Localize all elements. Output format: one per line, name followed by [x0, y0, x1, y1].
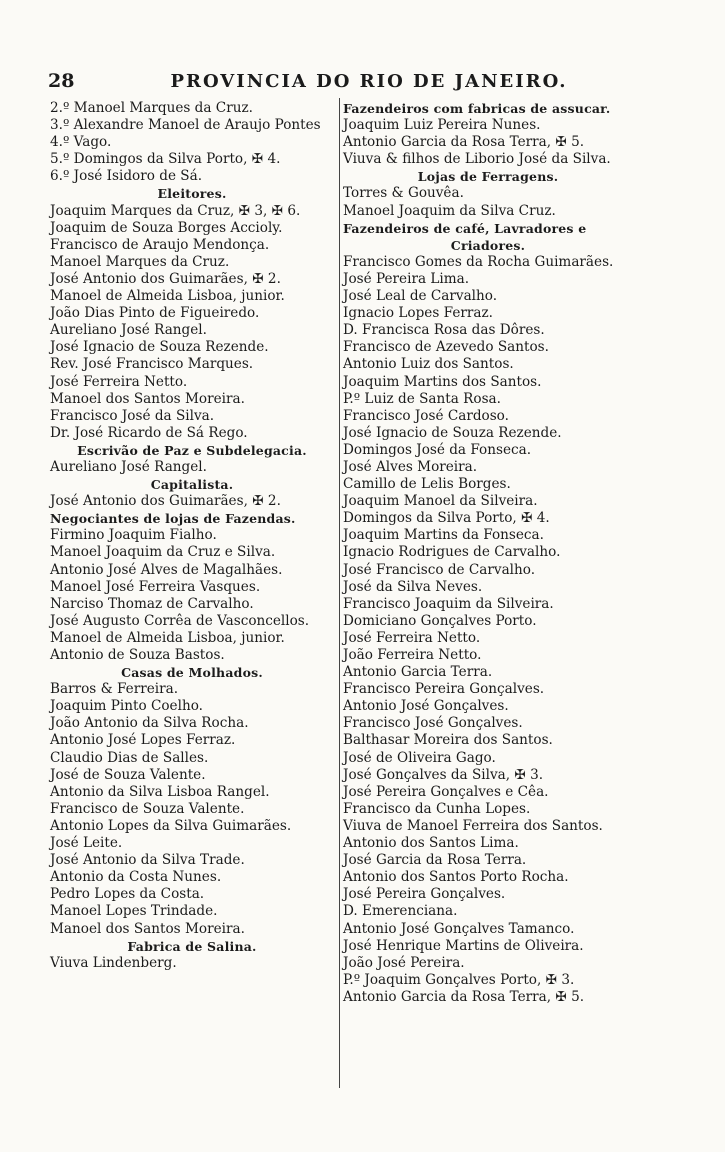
left-column — [50, 100, 334, 972]
list-item: Narciso Thomaz de Carvalho. — [50, 595, 254, 612]
list-item: Francisco Joaquim da Silveira. — [343, 595, 554, 612]
list-item: João Ferreira Netto. — [343, 647, 482, 663]
list-item: Joaquim Martins da Fonseca. — [343, 527, 544, 544]
right-column — [343, 100, 633, 1006]
list-item: Francisco Gomes da Rocha Guimarães. — [343, 253, 614, 270]
list-item: Antonio Lopes da Silva Guimarães. — [50, 817, 292, 834]
list-item: José Pereira Lima. — [343, 270, 470, 287]
list-item: Manoel José Ferreira Vasques. — [50, 578, 261, 595]
list-item: Antonio da Silva Lisboa Rangel. — [50, 783, 270, 800]
list-item: Balthasar Moreira dos Santos. — [343, 732, 553, 749]
list-item: Joaquim Manoel da Silveira. — [343, 493, 538, 510]
list-item: João José Pereira. — [343, 954, 465, 971]
list-item: D. Emerenciana. — [343, 903, 458, 920]
list-item: Francisco Pereira Gonçalves. — [343, 681, 545, 698]
list-item: 5.º Domingos da Silva Porto, ✠ 4. — [50, 151, 281, 168]
list-item: João Antonio da Silva Rocha. — [50, 715, 249, 732]
list-item: Joaquim Martins dos Santos. — [343, 373, 542, 390]
section-heading-cafe: Fazendeiros de café, Lavradores e — [343, 220, 587, 236]
list-item: 6.º José Isidoro de Sá. — [50, 168, 203, 185]
list-item: José Gonçalves da Silva, ✠ 3. — [343, 766, 544, 783]
list-item: José Antonio dos Guimarães, ✠ 2. — [50, 493, 281, 510]
list-item: José Leal de Carvalho. — [343, 288, 498, 305]
list-item: Firmino Joaquim Fialho. — [50, 527, 217, 544]
list-item: Antonio Garcia da Rosa Terra, ✠ 5. — [343, 134, 585, 151]
list-item: Antonio Garcia Terra. — [343, 664, 493, 681]
list-item: José Augusto Corrêa de Vasconcellos. — [50, 612, 310, 629]
list-item: Manoel Lopes Trindade. — [50, 903, 218, 920]
list-item: Viuva Lindenberg. — [50, 954, 177, 971]
list-item: Dr. José Ricardo de Sá Rego. — [50, 424, 248, 441]
list-item: Manoel dos Santos Moreira. — [50, 390, 245, 407]
list-item: José Henrique Martins de Oliveira. — [343, 937, 584, 954]
list-item: Francisco de Azevedo Santos. — [343, 339, 549, 356]
list-item: Manoel de Almeida Lisboa, junior. — [50, 288, 285, 305]
list-item: Antonio dos Santos Lima. — [343, 835, 519, 852]
list-item: Joaquim de Souza Borges Accioly. — [50, 219, 283, 236]
section-heading-escrivao: Escrivão de Paz e Subdelegacia. — [77, 442, 307, 458]
section-heading-negociantes: Negociantes de lojas de Fazendas. — [50, 511, 296, 527]
list-item: P.º Luiz de Santa Rosa. — [343, 390, 501, 407]
list-item: Joaquim Marques da Cruz, ✠ 3, ✠ 6. — [50, 202, 301, 219]
list-item: Francisco da Cunha Lopes. — [343, 800, 531, 817]
section-heading-capitalista: Capitalista. — [150, 477, 234, 493]
list-item: D. Francisca Rosa das Dôres. — [343, 322, 545, 339]
list-item: José Ferreira Netto. — [343, 629, 481, 646]
list-item: José Ferreira Netto. — [50, 373, 188, 390]
list-item: Francisco José Cardoso. — [343, 407, 509, 424]
list-item: Domingos José da Fonseca. — [343, 441, 532, 458]
list-item: 4.º Vago. — [50, 134, 112, 151]
list-item: Manoel de Almeida Lisboa, junior. — [50, 629, 285, 646]
list-item: José da Silva Neves. — [343, 578, 483, 595]
section-heading-ferragens: Lojas de Ferragens. — [417, 169, 559, 185]
section-heading-eleitores: Eleitores. — [157, 186, 227, 202]
list-item: José Garcia da Rosa Terra. — [343, 852, 527, 869]
list-item: José Antonio da Silva Trade. — [50, 852, 245, 869]
list-item: Antonio José Lopes Ferraz. — [50, 732, 236, 749]
list-item: Aureliano José Rangel. — [50, 322, 207, 339]
list-item: José Francisco de Carvalho. — [343, 561, 536, 578]
list-item: P.º Joaquim Gonçalves Porto, ✠ 3. — [343, 971, 575, 988]
list-item: José Pereira Gonçalves e Cêa. — [343, 783, 549, 800]
list-item: 2.º Manoel Marques da Cruz. — [50, 100, 253, 116]
list-item: João Dias Pinto de Figueiredo. — [50, 305, 260, 322]
list-item: José Ignacio de Souza Rezende. — [343, 424, 562, 441]
section-heading-cafe-cont: Criadores. — [450, 237, 526, 253]
list-item: 3.º Alexandre Manoel de Araujo Pontes — [50, 117, 321, 134]
section-heading-salina: Fabrica de Salina. — [127, 938, 257, 954]
list-item: José Pereira Gonçalves. — [343, 886, 506, 903]
list-item: Antonio da Costa Nunes. — [50, 869, 222, 886]
list-item: Francisco de Araujo Mendonça. — [50, 236, 270, 253]
list-item: Antonio Garcia da Rosa Terra, ✠ 5. — [343, 988, 585, 1005]
list-item: Ignacio Rodrigues de Carvalho. — [343, 544, 561, 561]
list-item: Antonio José Gonçalves Tamanco. — [343, 920, 575, 937]
list-item: Ignacio Lopes Ferraz. — [343, 305, 493, 322]
list-item: José Alves Moreira. — [343, 458, 478, 475]
list-item: Francisco José da Silva. — [50, 407, 215, 424]
list-item: Antonio José Alves de Magalhães. — [50, 561, 283, 578]
list-item: José de Oliveira Gago. — [343, 749, 496, 766]
list-item: Torres & Gouvêa. — [343, 185, 464, 202]
section-heading-fabricas: Fazendeiros com fabricas de assucar. — [343, 101, 611, 116]
list-item: Rev. José Francisco Marques. — [50, 356, 254, 373]
list-item: Antonio dos Santos Porto Rocha. — [343, 869, 569, 886]
list-item: Manoel dos Santos Moreira. — [50, 920, 245, 937]
list-item: Claudio Dias de Salles. — [50, 749, 209, 766]
page-header — [48, 70, 630, 96]
list-item: Joaquim Luiz Pereira Nunes. — [343, 117, 541, 134]
list-item: Aureliano José Rangel. — [50, 458, 207, 475]
section-heading-molhados: Casas de Molhados. — [121, 665, 263, 681]
list-item: Antonio José Gonçalves. — [343, 698, 509, 715]
list-item: Viuva de Manoel Ferreira dos Santos. — [343, 817, 603, 834]
list-item: Francisco José Gonçalves. — [343, 715, 523, 732]
list-item: Antonio Luiz dos Santos. — [343, 356, 514, 373]
list-item: Francisco de Souza Valente. — [50, 800, 245, 817]
list-item: José Ignacio de Souza Rezende. — [50, 339, 269, 356]
column-divider — [339, 98, 340, 1088]
list-item: Joaquim Pinto Coelho. — [50, 698, 203, 715]
list-item: Antonio de Souza Bastos. — [50, 647, 225, 663]
running-title: PROVINCIA DO RIO DE JANEIRO. — [170, 71, 568, 92]
list-item: Camillo de Lelis Borges. — [343, 476, 511, 493]
list-item: Domingos da Silva Porto, ✠ 4. — [343, 510, 550, 527]
list-item: Domiciano Gonçalves Porto. — [343, 612, 537, 629]
list-item: José Leite. — [50, 835, 123, 852]
list-item: José de Souza Valente. — [50, 766, 206, 783]
list-item: Pedro Lopes da Costa. — [50, 886, 205, 903]
list-item: Manoel Joaquim da Silva Cruz. — [343, 202, 556, 219]
list-item: Viuva & filhos de Liborio José da Silva. — [343, 151, 611, 168]
list-item: Barros & Ferreira. — [50, 681, 179, 698]
list-item: José Antonio dos Guimarães, ✠ 2. — [50, 270, 281, 287]
list-item: Manoel Marques da Cruz. — [50, 253, 230, 270]
list-item: Manoel Joaquim da Cruz e Silva. — [50, 544, 276, 561]
page-number: 28 — [48, 70, 75, 92]
